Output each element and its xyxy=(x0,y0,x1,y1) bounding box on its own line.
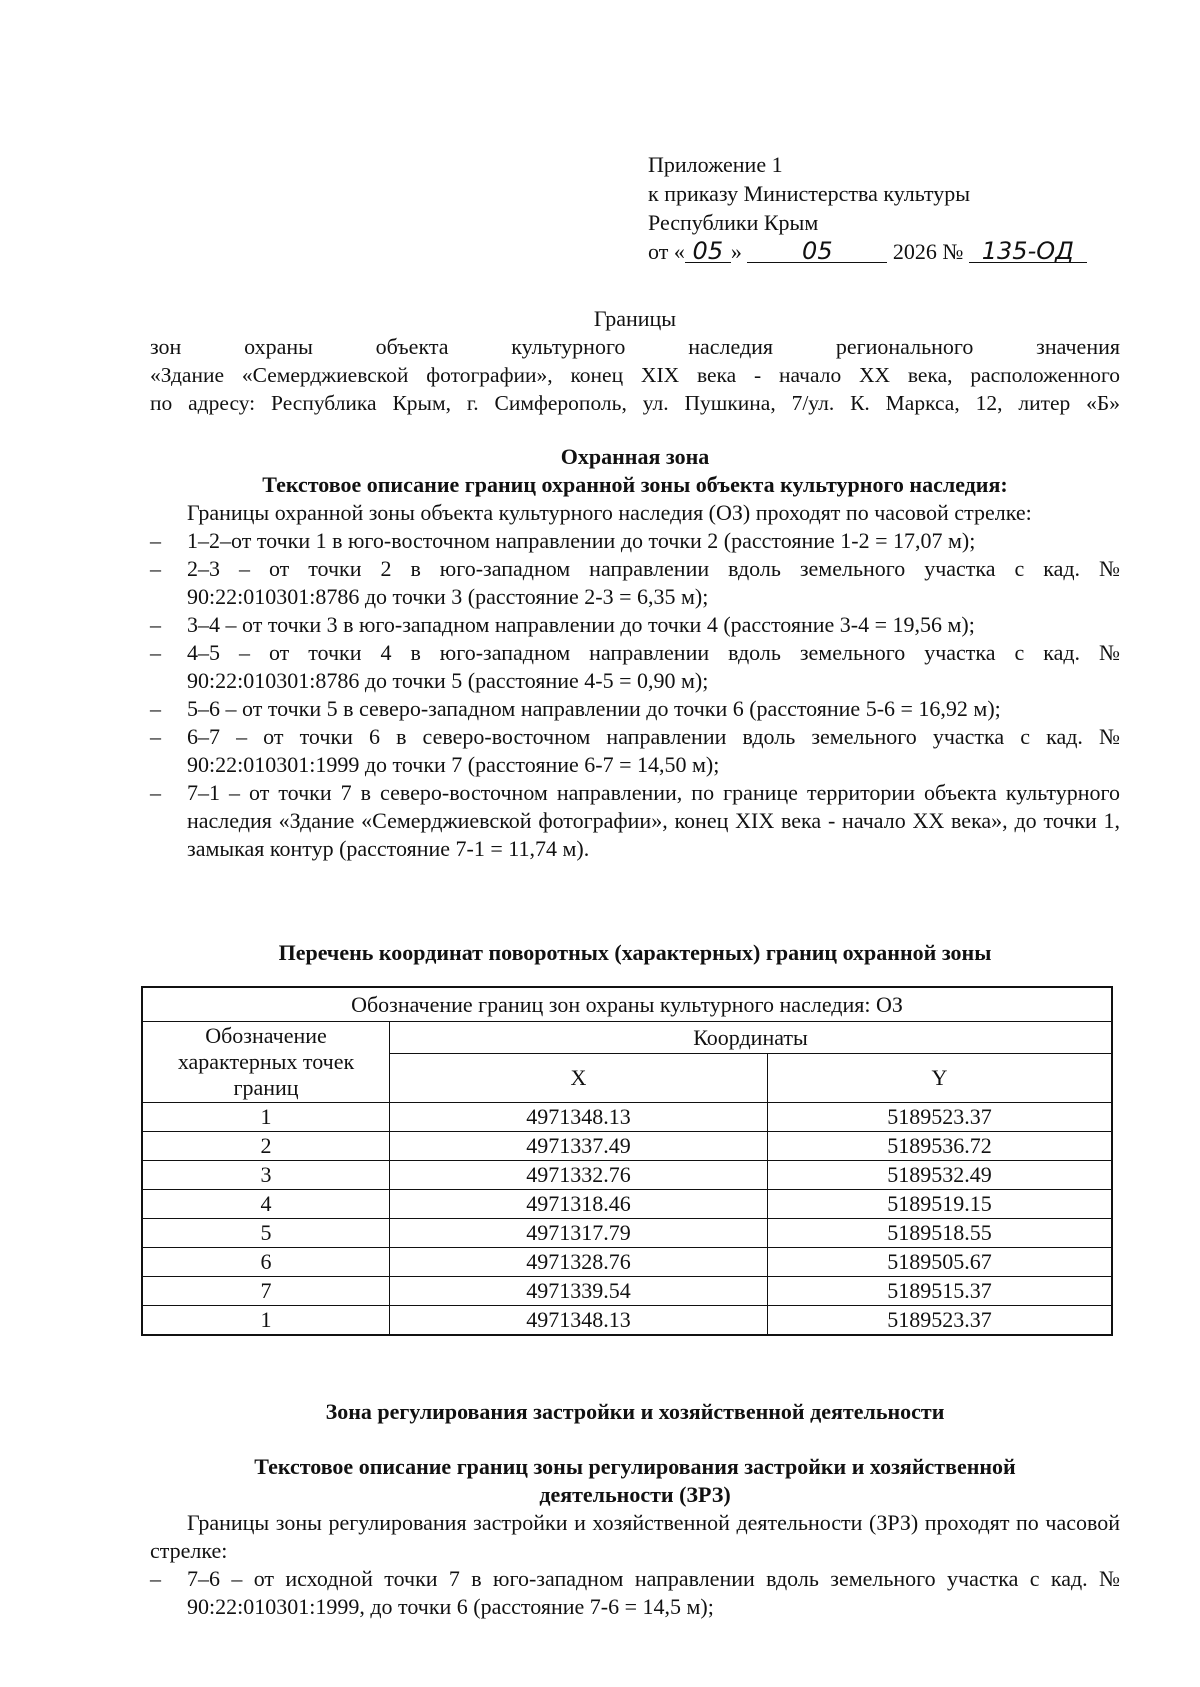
date-year: 2026 № xyxy=(892,239,964,264)
y-cell: 5189515.37 xyxy=(768,1277,1113,1306)
point-cell: 7 xyxy=(142,1277,390,1306)
table-row xyxy=(142,1277,1112,1306)
point-cell: 6 xyxy=(142,1248,390,1277)
y-cell: 5189523.37 xyxy=(768,1306,1113,1336)
col-point-header: Обозначение характерных точек границ xyxy=(142,1022,390,1103)
point-cell: 3 xyxy=(142,1161,390,1190)
x-cell: 4971339.54 xyxy=(390,1277,768,1306)
y-cell: 5189519.15 xyxy=(768,1190,1113,1219)
table-row xyxy=(142,1306,1112,1336)
y-cell: 5189523.37 xyxy=(768,1103,1113,1132)
point-cell: 1 xyxy=(142,1103,390,1132)
regulation-subheading-line-1: Текстовое описание границ зоны регулирования застройки и хозяйственной xyxy=(254,1454,1016,1479)
point-cell: 2 xyxy=(142,1132,390,1161)
title-line-3: по адресу: Республика Крым, г. Симферополь, ул. Пушкина, 7/ул. К. Маркса, 12, литер «Б» xyxy=(150,391,1120,415)
y-cell: 5189518.55 xyxy=(768,1219,1113,1248)
table-row xyxy=(142,1248,1112,1277)
protection-item-3: – 3–4 – от точки 3 в юго-западном направлении до точки 4 (расстояние 3-4 = 19,56 м); xyxy=(150,612,975,637)
table-row xyxy=(142,1219,1112,1248)
x-cell: 4971318.46 xyxy=(390,1190,768,1219)
appendix-line-3: Республики Крым xyxy=(648,210,819,235)
col-coords-header: Координаты xyxy=(390,1022,1113,1054)
protection-item-5: – 5–6 – от точки 5 в северо-западном направлении до точки 6 (расстояние 5-6 = 16,92 м); xyxy=(150,696,1001,721)
x-cell: 4971317.79 xyxy=(390,1219,768,1248)
table-row xyxy=(142,1103,1112,1132)
document-title xyxy=(150,305,1120,417)
point-cell: 4 xyxy=(142,1190,390,1219)
protection-zone-intro: Границы охранной зоны объекта культурного наследия (ОЗ) проходят по часовой стрелке: xyxy=(187,500,1032,525)
date-day: 05 xyxy=(685,240,731,263)
protection-item-6: – 6–7 – от точки 6 в северо-восточном направлении вдоль земельного участка с кад. № 90:22:010301:1999 до точки 7 (расстояние 6-7 = 14,50 м); xyxy=(150,724,1120,777)
date-month: 05 xyxy=(747,240,887,263)
table-row xyxy=(142,1190,1112,1219)
table-title-row xyxy=(142,987,1112,1022)
x-cell: 4971348.13 xyxy=(390,1103,768,1132)
appendix-date-line xyxy=(648,237,1128,266)
table-row xyxy=(142,1161,1112,1190)
title-line-2: «Здание «Семерджиевской фотографии», конец XIX века - начало XX века, расположенного xyxy=(150,363,1120,387)
x-cell: 4971328.76 xyxy=(390,1248,768,1277)
order-number: 135-ОД xyxy=(969,240,1087,263)
table-title-cell: Обозначение границ зон охраны культурного наследия: ОЗ xyxy=(142,987,1112,1022)
regulation-item-1: – 7–6 – от исходной точки 7 в юго-западном направлении вдоль земельного участка с кад. № 90:22:010301:1999, до точки 6 (расстояние 7-6 = 14,5 м); xyxy=(150,1566,1120,1619)
date-close: » xyxy=(730,239,742,264)
protection-item-1: – 1–2–от точки 1 в юго-восточном направлении до точки 2 (расстояние 1-2 = 17,07 м); xyxy=(150,528,976,553)
protection-zone-subheading: Текстовое описание границ охранной зоны объекта культурного наследия: xyxy=(262,472,1008,497)
col-y-header: Y xyxy=(768,1054,1113,1103)
coords-heading: Перечень координат поворотных (характерных) границ охранной зоны xyxy=(278,940,992,965)
appendix-line-2: к приказу Министерства культуры xyxy=(648,181,971,206)
protection-item-2: – 2–3 – от точки 2 в юго-западном направлении вдоль земельного участка с кад. № 90:22:010301:8786 до точки 3 (расстояние 2-3 = 6,35 м); xyxy=(150,556,1120,609)
regulation-zone-intro: Границы зоны регулирования застройки и хозяйственной деятельности (ЗРЗ) проходят по часовой стрелке: xyxy=(150,1510,1120,1563)
point-cell: 5 xyxy=(142,1219,390,1248)
protection-item-7: – 7–1 – от точки 7 в северо-восточном направлении, по границе территории объекта культурного наследия «Здание «Семерджиевской фотографии», конец XIX века - начало XX века», до точки 1, замыкая контур (расстояние 7-1 = 11,74 м). xyxy=(150,780,1120,861)
y-cell: 5189505.67 xyxy=(768,1248,1113,1277)
coords-table xyxy=(141,986,1113,1336)
table-header-row xyxy=(142,1022,1112,1054)
x-cell: 4971348.13 xyxy=(390,1306,768,1336)
x-cell: 4971337.49 xyxy=(390,1132,768,1161)
regulation-zone-section xyxy=(150,1453,1120,1621)
col-x-header: X xyxy=(390,1054,768,1103)
title-line-1: зон охраны объекта культурного наследия регионального значения xyxy=(150,334,1120,359)
x-cell: 4971332.76 xyxy=(390,1161,768,1190)
appendix-line-1: Приложение 1 xyxy=(648,152,783,177)
protection-item-4: – 4–5 – от точки 4 в юго-западном направлении вдоль земельного участка с кад. № 90:22:010301:8786 до точки 5 (расстояние 4-5 = 0,90 м); xyxy=(150,640,1120,693)
date-prefix: от « xyxy=(648,239,685,264)
regulation-subheading-line-2: деятельности (ЗРЗ) xyxy=(539,1482,731,1507)
table-row xyxy=(142,1132,1112,1161)
title-heading: Границы xyxy=(593,306,677,331)
protection-zone-heading: Охранная зона xyxy=(560,444,710,469)
regulation-zone-heading: Зона регулирования застройки и хозяйственной деятельности xyxy=(325,1399,945,1424)
y-cell: 5189532.49 xyxy=(768,1161,1113,1190)
protection-zone-section xyxy=(150,443,1120,863)
point-cell: 1 xyxy=(142,1306,390,1336)
appendix-header xyxy=(648,150,1128,266)
y-cell: 5189536.72 xyxy=(768,1132,1113,1161)
